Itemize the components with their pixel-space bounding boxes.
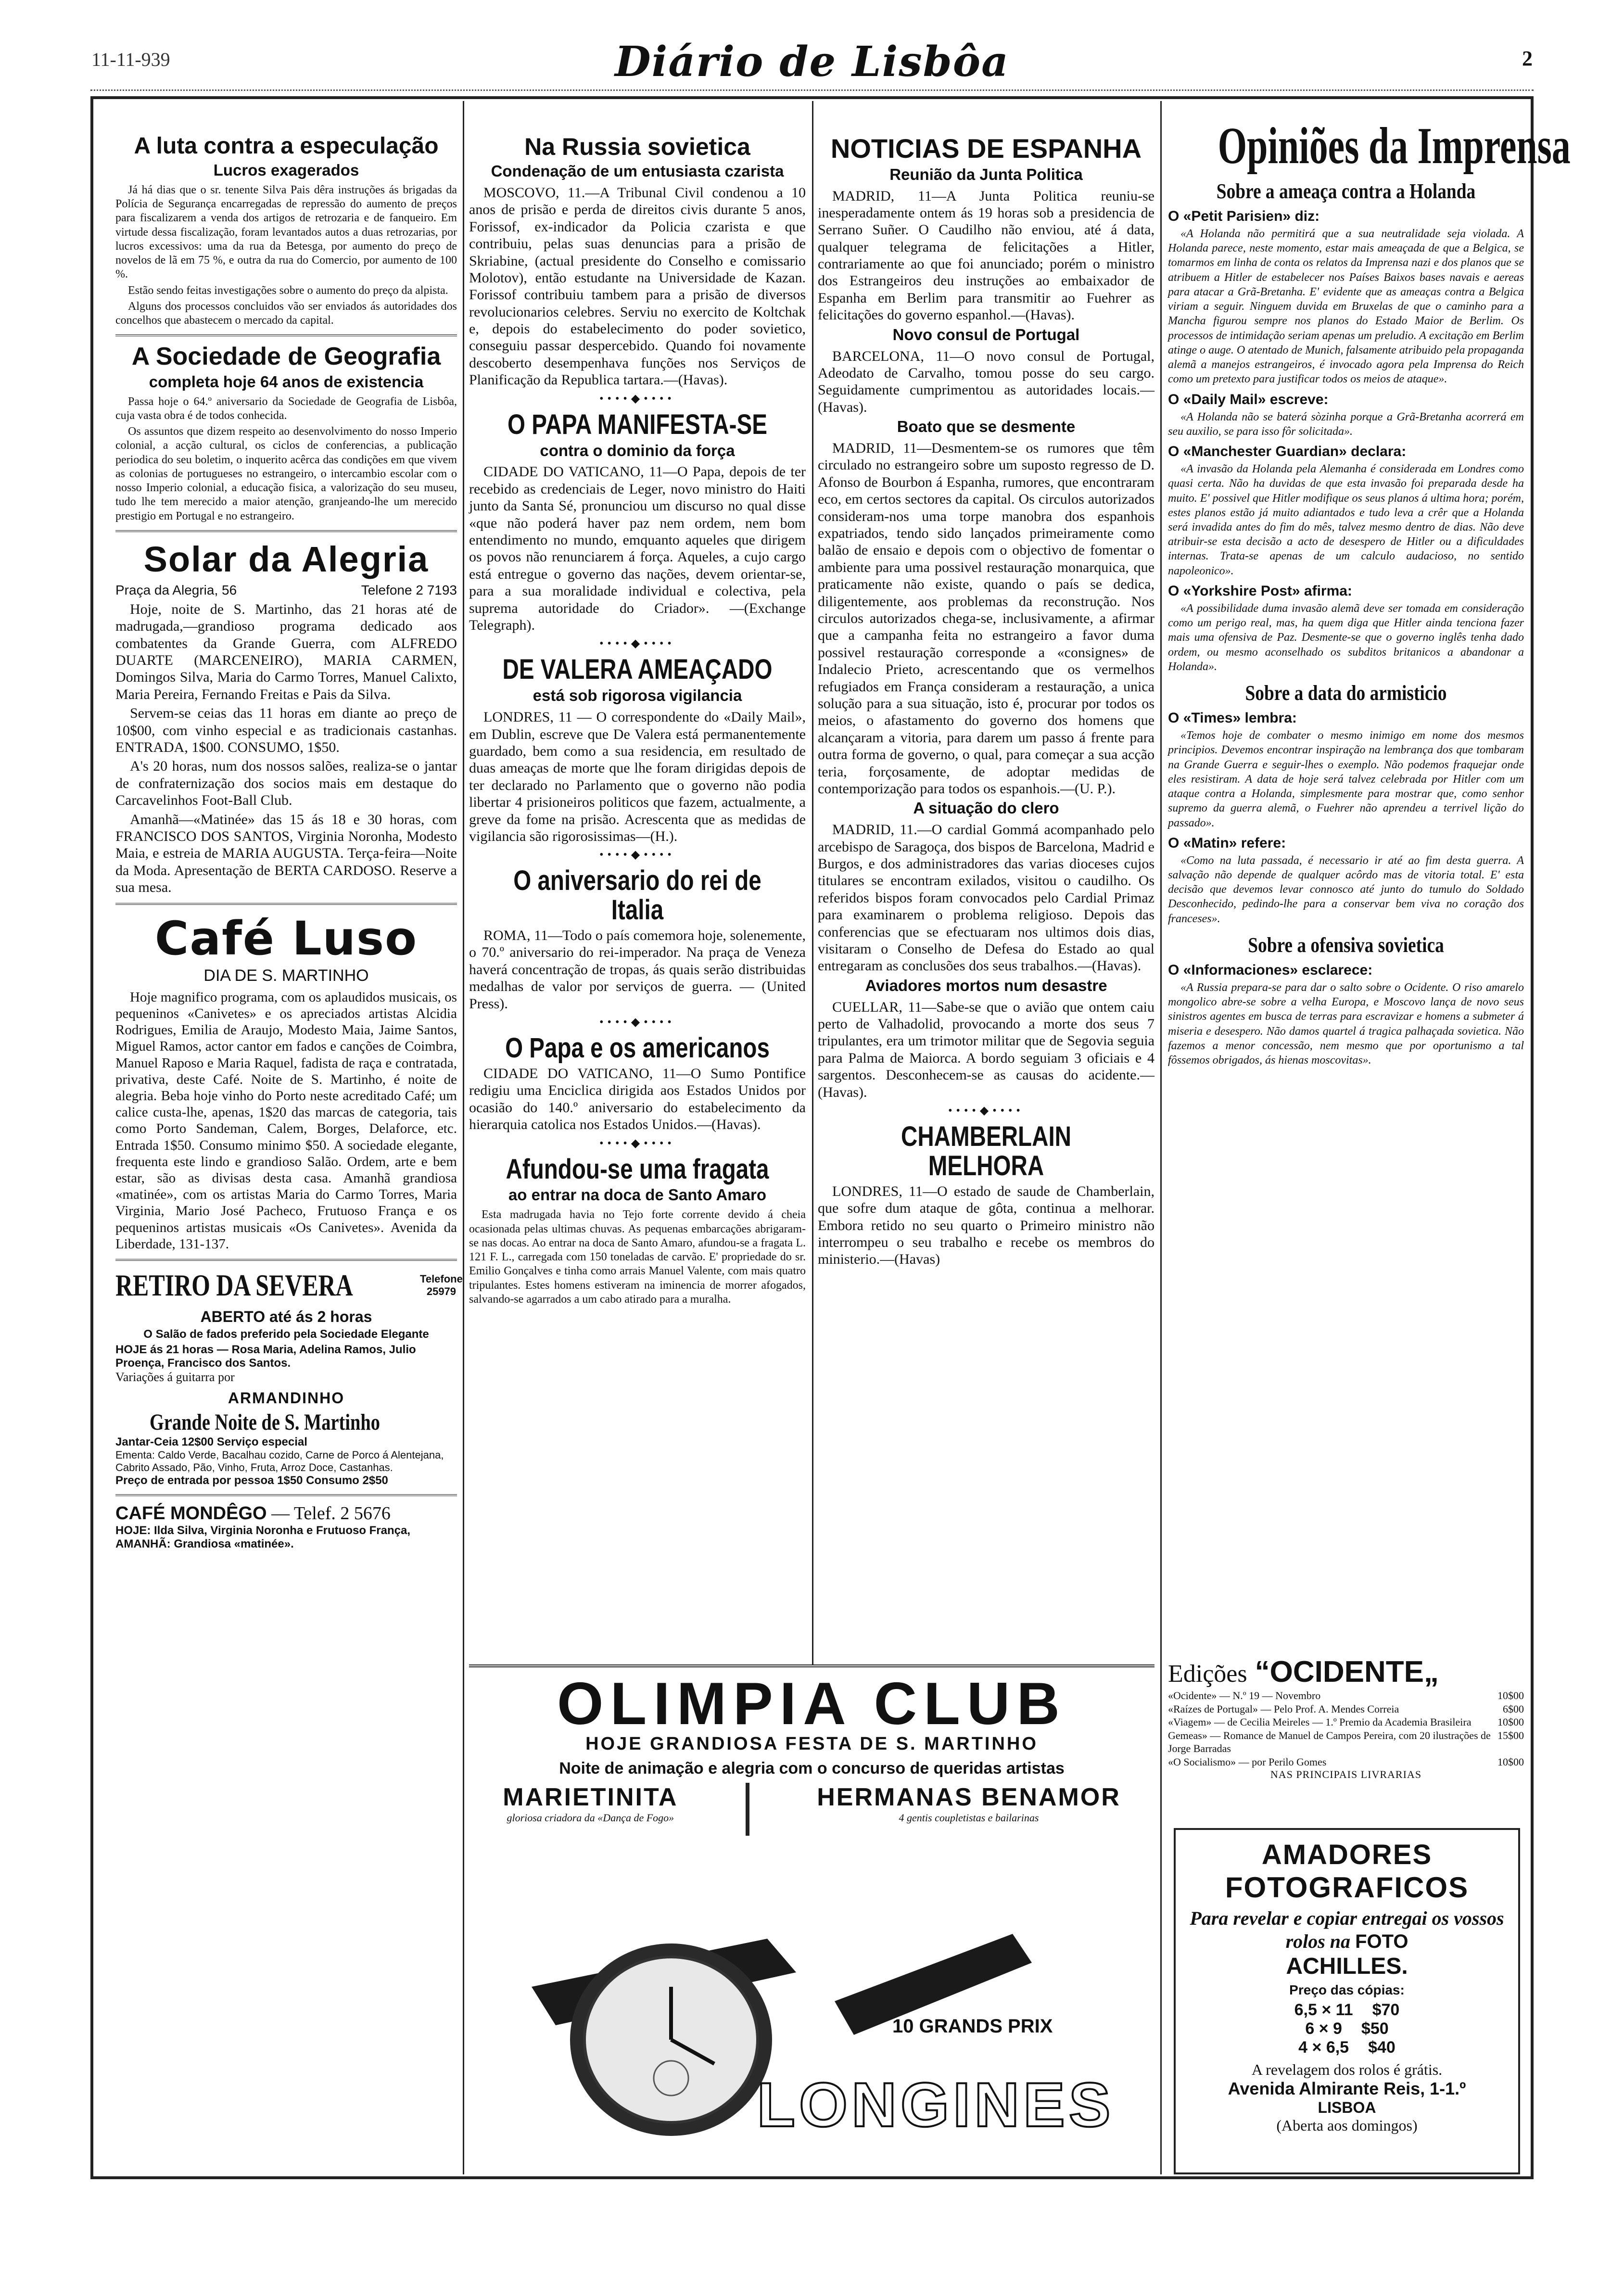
book-title: Gemeas» — Romance de Manuel de Campos Pereira, com 20 ilustrações de Jorge Barradas (1168, 1729, 1491, 1754)
divider (115, 334, 457, 336)
subhead-santo-amaro: ao entrar na doca de Santo Amaro (508, 1186, 767, 1204)
book-price: 15$00 (1497, 1729, 1524, 1741)
quote-label: O «Manchester Guardian» declara: (1168, 444, 1407, 460)
column-4 (1168, 117, 1571, 1071)
subhead: Reunião da Junta Politica (889, 165, 1083, 183)
article-text: ROMA, 11—Todo o país comemora hoje, solenemente, o 70.º aniversario do rei-imperador. Na praça de Veneza haverá concentração de tropas, ás quais serão distribuidas medalhas de valor por serviços de guerra. — (United Press). (469, 927, 806, 1012)
divider (115, 1259, 457, 1261)
ad-olimpia-club (469, 1664, 1155, 1905)
subhead-64-anos: completa hoje 64 anos de existencia (149, 372, 424, 391)
subhead: A situação do clero (913, 799, 1059, 817)
price-row (1188, 2038, 1506, 2057)
ad-phone: 25979 (426, 1285, 457, 1298)
ad-title: Café Luso (154, 911, 418, 965)
book-title: «O Socialismo» — por Perilo Gomes (1168, 1755, 1327, 1768)
ad-title: Solar da Alegria (143, 539, 429, 579)
article-text: CUELLAR, 11—Sabe-se que o avião que ontem caiu perto de Valhadolid, provocando a morte dos seus 7 tripulantes, era um trimotor militar que de Segovia seguia para Palma de Maiorca. A bordo seguiam 3 oficiais e 4 sargentos. Desconhecem-se as causas do acidente.—(Havas). (818, 999, 1155, 1100)
ad-line: Para revelar e copiar entregai os vossos rolos na (1190, 1907, 1504, 1952)
quote-label: O «Informaciones» esclarece: (1168, 962, 1373, 978)
page-number: 2 (1522, 47, 1533, 70)
ad-line: Avenida Almirante Reis, 1-1.º (1228, 2079, 1466, 2098)
quote-text: «A Russia prepara-se para dar o salto sobre o Ocidente. O riso amarelo mongolico abre-se sobre a velha Europa, e Moscovo lança de novo seus sinistros agentes em busca de terras para escravizar e homens a submeter á miseria e desespero. Não damos quartel á tragica palhaçada sovietica. Não fazemos a menor concessão, nem mesmo que por oportunismo a tal fôssemos obrigados, ás hienas moscovitas». (1168, 981, 1524, 1067)
subhead-czarista: Condenação de um entusiasta czarista (491, 162, 784, 180)
artist-desc: 4 gentis coupletistas e bailarinas (899, 1812, 1039, 1824)
ad-title: FOTOGRAFICOS (1225, 1871, 1469, 1904)
book-price: 10$00 (1497, 1755, 1524, 1768)
ad-title: AMADORES (1261, 1839, 1433, 1870)
newspaper-title: Diário de Lisbôa (615, 38, 1009, 86)
book-title: «Viagem» — de Cecilia Meireles — 1.º Premio da Academia Brasileira (1168, 1716, 1472, 1728)
column-1 (115, 130, 463, 1551)
ad-foto-achilles (1174, 1828, 1520, 2174)
ad-footer: NAS PRINCIPAIS LIVRARIAS (1270, 1768, 1422, 1780)
ad-phone-label: Telefone (420, 1273, 463, 1285)
ad-line: Noite de animação e alegria com o concurso de queridas artistas (559, 1759, 1065, 1778)
book-list (1168, 1689, 1524, 1768)
column-rule (812, 101, 813, 1664)
subhead: Novo consul de Portugal (892, 325, 1080, 343)
divider: ••••◆•••• (599, 637, 675, 650)
ad-prix: 10 GRANDS PRIX (892, 2016, 1053, 2037)
book-price: 6$00 (1503, 1702, 1524, 1715)
book-item (1168, 1702, 1524, 1716)
artist-name: HERMANAS BENAMOR (817, 1783, 1121, 1811)
book-item (1168, 1729, 1524, 1755)
section-subhead: Sobre a ofensiva sovietica (1248, 933, 1444, 957)
price-row (1188, 2001, 1506, 2019)
article-text: BARCELONA, 11—O novo consul de Portugal, Adeodato de Carvalho, tomou posse do seu cargo. Seguidamente cumprimentou as autoridades locais.—(Havas). (818, 348, 1155, 415)
ad-open: ABERTO até ás 2 horas (200, 1308, 372, 1326)
divider (115, 903, 457, 905)
article-paragraph: Alguns dos processos concluidos vão ser enviados ás autoridades dos concelhos que abastecem o mercado da capital. (115, 300, 457, 327)
ad-title: Edições (1168, 1660, 1247, 1688)
book-price: 10$00 (1497, 1716, 1524, 1728)
price-list (1188, 2001, 1506, 2057)
divider: ••••◆•••• (948, 1105, 1024, 1118)
ad-subtitle: DIA DE S. MARTINHO (203, 966, 369, 985)
divider (115, 530, 457, 532)
quote-text: «Temos hoje de combater o mesmo inimigo em nome dos mesmos principios. Devemos encontrar inspiração na lembrança dos que tombaram na Grande Guerra e seguir-lhes o exemplo. Não podemos fraquejar onde eles resistiram. A data de hoje será talvez celebrada por Hitler com um ataque contra a Holanda, simplesmente para mostrar que, como senhor supremo da guerra alemã, o Fuehrer não aprendeu a terrivel lição do passado». (1168, 729, 1524, 829)
quote-text: «A Holanda não se baterá sòzinha porque a Grã-Bretanha acorrerá em seu auxilio, se para isso fôr solicitada». (1168, 410, 1524, 438)
ad-line: FOTO (1355, 1931, 1408, 1952)
quote-label: O «Petit Parisien» diz: (1168, 208, 1320, 224)
subhead-forca: contra o dominio da força (540, 441, 735, 459)
article-text: LONDRES, 11—O estado de saude de Chamberlain, que sofre dum ataque de gôta, continua a melhorar. Embora retido no seu quarto o Primeiro ministro não interrompeu o seu trabalho e recebe os membros do ministerio.—(Havas) (818, 1183, 1155, 1268)
ad-line: Grande Noite de S. Martinho (150, 1410, 380, 1435)
book-title: «Ocidente» — N.º 19 — Novembro (1168, 1689, 1321, 1702)
headline-espanha: NOTICIAS DE ESPANHA (830, 133, 1142, 164)
page-date: 11-11-939 (91, 49, 170, 70)
ad-text: HOJE: Ilda Silva, Virginia Noronha e Frutuoso França, AMANHÃ: Grandiosa «matinée». (115, 1524, 411, 1551)
ad-cafe-mondego (115, 1503, 457, 1551)
ad-line: Preço de entrada por pessoa 1$50 Consumo 2$50 (115, 1474, 388, 1487)
ad-brand: LONGINES (757, 2070, 1115, 2140)
header-rule (90, 89, 1534, 91)
divider: ••••◆•••• (599, 1016, 675, 1029)
print-size: 4 × 6,5 (1298, 2038, 1349, 2057)
article-text: CIDADE DO VATICANO, 11—O Sumo Pontifice redigiu uma Enciclica dirigida aos Estados Unidos por ocasião do 140.º aniversario do estabelecimento da hierarquia catolica nos Estados Unidos.—(Havas). (469, 1065, 806, 1133)
headline-fragata: Afundou-se uma fragata (506, 1153, 769, 1185)
article-text: MOSCOVO, 11.—A Tribunal Civil condenou a 10 anos de prisão e perda de direitos civis durante 5 anos, Forissof, ex-indicador da Policia czarista e que contribuiu, pelas suas denuncias para a prisão de Skriabine, (actual presidente do Conselho e comissario Molotov), então estudante na Universidade de Kazan. Forissof contribuiu tambem para a prisão de diversos revolucionarios celebres. Serviu no exercito de Koltchak e, depois do estabelecimento do poder sovietico, conseguiu passar despercebido. Quando foi novamente descoberto desempenhava funções nos Serviços de Planificação da Republica tartara.—(Havas). (469, 184, 806, 388)
ad-title: OLIMPIA CLUB (557, 1671, 1066, 1737)
article-paragraph: Os assuntos que dizem respeito ao desenvolvimento do nosso Imperio colonial, a acção cultural, os ciclos de conferencias, a publicação periodica do seu boletim, o inquerito acêrca das condições em que vivem as colonias de portugueses no estrangeiro, o intercambio escolar com o nosso Imperio colonial, a educação fisica, a valorização do seu museu, tudo lhe tem merecido a maior atenção, granjeando-lhe um merecido prestigio em Portugal e no estrangeiro. (115, 425, 457, 522)
separator (746, 1783, 749, 1836)
ad-edicoes-ocidente (1168, 1655, 1524, 1781)
divider (115, 1494, 457, 1496)
headline-especulacao: A luta contra a especulação (134, 133, 439, 159)
print-price: $50 (1361, 2019, 1389, 2038)
print-price: $40 (1368, 2038, 1396, 2057)
ad-paragraph: Hoje, noite de S. Martinho, das 21 horas até de madrugada,—grandioso programa dedicado aos combatentes da Grande Guerra, com ALFREDO DUARTE (MARCENEIRO), MARIA CARMEN, Domingos Silva, Maria do Carmo Torres, Manuel Calixto, Maria Pereira, Fernando Freitas e Pais da Silva. (115, 601, 457, 702)
subhead: Boato que se desmente (897, 418, 1076, 436)
article-text: Esta madrugada havia no Tejo forte corrente devido á cheia ocasionada pelas ultimas chuvas. As pequenas embarcações abrigaram-se nas docas. Ao entrar na doca de Santo Amaro, afundou-se a fragata L. 121 F. L., carregada com 150 toneladas de carvão. E' propriedade do sr. Emilio Gonçalves e tinha como arrais Manuel Valente, com mais quatro tripulantes. Estes homens estiveram na iminencia de morrer afogados, salvando-se agarrados a um cabo atirado para a muralha. (469, 1208, 806, 1306)
artist-name: MARIETINITA (503, 1783, 678, 1811)
ad-line: Jantar-Ceia 12$00 Serviço especial (115, 1435, 307, 1449)
headline-chamberlain: CHAMBERLAIN MELHORA (901, 1121, 1072, 1181)
artist-desc: gloriosa criadora da «Dança de Fogo» (507, 1812, 674, 1824)
ad-address: Praça da Alegria, 56 (115, 582, 237, 597)
article-text: MADRID, 11—A Junta Politica reuniu-se inesperadamente ontem ás 19 horas sob a presidencia de Serrano Suñer. O Caudilho não enviou, até á data, qualquer telegrama de felicitações a Hitler, contrariamente ao que foi anunciado; porém o ministro dos Estrangeiros deu instruções ao embaixador de Espanha em Berlim para transmitir ao Fuehrer as felicitações do governo espanhol.—(Havas). (818, 188, 1155, 323)
divider: ••••◆•••• (599, 392, 675, 405)
article-paragraph: Passa hoje o 64.º aniversario da Sociedade de Geografia de Lisbôa, cuja vasta obra é de todos conhecida. (115, 395, 457, 422)
ad-line: A revelagem dos rolos é grátis. (1251, 2061, 1443, 2078)
print-size: 6,5 × 11 (1294, 2001, 1353, 2019)
article-text: CIDADE DO VATICANO, 11—O Papa, depois de ter recebido as credenciais de Leger, novo ministro do Haiti junto da Santa Sé, pronunciou um discurso no qual disse «que não poderá haver paz nem ordem, nem bom entendimento no mundo, emquanto aqueles que dirigem os povos não renunciarem á força. Aqueles, a cujo cargo está entregue o governo das nações, devem orientar-se, para a sua moralidade individual e colectiva, pela suprema autoridade do Criador». —(Exchange Telegraph). (469, 464, 806, 633)
ad-line: O Salão de fados preferido pela Sociedade Elegante (143, 1328, 429, 1341)
article-paragraph: Estão sendo feitas investigações sobre o aumento do preço da alpista. (128, 284, 448, 297)
ad-paragraph: Hoje magnifico programa, com os aplaudidos musicais, os pequeninos «Canivetes» e os apreciados artistas Alcidia Rodrigues, Emilia de Araujo, Modesto Maia, Jaime Santos, Miguel Ramos, actor cantor em fados e canções de Coimbra, Manuel Raposo e Maria Raquel, fadista de raça e contratada, privativa, deste Café. Noite de S. Martinho, é noite de alegria. Beba hoje vinho do Porto neste acreditado Café; um calice custa-lhe, apenas, 1$20 das marcas de categoria, tais como Porto Sandeman, Calem, Borges, Delaforce, etc. Entrada 1$50. Consumo minimo $50. A sociedade elegante, frequenta este lindo e grandioso Salão. Ordem, arte e bem estar, são as divisas desta casa. Amanhã grandiosa «matinée», com os artistas Maria do Carmo Torres, Maria Virginia, Mario José Pacheco, Frutuoso França e os pequeninos artistas musicais «Os Canivetes». Avenida da Liberdade, 131-137. (115, 989, 457, 1252)
ad-paragraph: A's 20 horas, num dos nossos salões, realiza-se o jantar de confraternização dos socios mais em destaque do Carcavelinhos Foot-Ball Club. (115, 758, 457, 809)
book-title: «Raízes de Portugal» — Pelo Prof. A. Mendes Correia (1168, 1702, 1399, 1715)
quote-label: O «Yorkshire Post» afirma: (1168, 583, 1352, 599)
column-rule (1160, 101, 1162, 2174)
article-text: MADRID, 11.—O cardial Gommá acompanhado pelo arcebispo de Saragoça, dos bispos de Barcelona, Madrid e Burgos, e dos administradores das varias dioceses cujos titulares se encontram exilados, visitou o caudilho. Os referidos bispos foram convocados pelo Cardial Primaz para examinarem o problema religioso. Depois das conferencias que se efectuaram nos ultimos dois dias, visitaram o Conselho de Defesa do Estado ao qual entregaram as conclusões dos seus trabalhos.—(Havas). (818, 822, 1155, 974)
article-text: LONDRES, 11 — O correspondente do «Daily Mail», em Dublin, escreve que De Valera está permanentemente guardado, bem como a sua residencia, em resultado de duas ameaças de morte que lhe foram dirigidas depois de ter declarado no Parlamento que o governo não podia libertar 4 prisioneiros politicos que fazem, actualmente, a greve da fome na prisão. Acrescenta que as medidas de vigilancia são rigorosissimas—(H.). (469, 709, 806, 844)
headline-papa: O PAPA MANIFESTA-SE (508, 408, 767, 440)
quote-text: «Como na luta passada, é necessario ir até ao fim desta guerra. A salvação não depende de qualquer acôrdo mas de vitoria total. E' esta decisão que devemos levar connosco até junto do tumulo do Soldado Desconhecido, pedindo-lhe para a conservar bem viva no coração dos franceses». (1168, 854, 1524, 925)
price-row (1188, 2019, 1506, 2038)
divider: ••••◆•••• (599, 1137, 675, 1150)
ad-line: LISBOA (1318, 2099, 1376, 2116)
ad-paragraph: Amanhã—«Matinée» das 15 ás 18 e 30 horas, com FRANCISCO DOS SANTOS, Virginia Noronha, Modesto Maia, e estreia de MARIA AUGUSTA. Terça-feira—Noite da Moda. Apresentação de BERTA CARDOSO. Reserve a sua mesa. (115, 811, 457, 896)
column-3 (818, 130, 1155, 1270)
headline-de-valera: DE VALERA AMEAÇADO (502, 654, 773, 686)
quote-label: O «Matin» refere: (1168, 835, 1286, 851)
ad-retiro-severa (115, 1268, 463, 1487)
section-subhead: Sobre a data do armisticio (1245, 681, 1447, 705)
article-text: MADRID, 11—Desmentem-se os rumores que têm circulado no estrangeiro sobre um suposto regresso de D. Afonso de Bourbon á Espanha, rumores, que encontraram eco, em certos sectores da capital. Os circulos autorizados consideram-nos uma torpe manobra dos espanhois expatriados, tendo sido lançados primeiramente como balão de ensaio e depois com o objectivo de fomentar o ambiente para uma possivel restauração monarquica, que praticamente não existe, quando o país se dedica, diligentemente, aos problemas da reconstrução. Nos circulos autorizados chega-se, inclusivamente, a afirmar que a campanha feita no estrangeiro a favor duma possivel restauração corresponde a «consignes» de Indalecio Prieto, acrescentando que os vermelhos refugiados em França consideram a restauração, a unica solução para a sua situação, isto é, procurar por todos os meios, o afastamento do governo dos homens que alcançaram a vitoria, para darem um passo á frente para outra forma de governo, o qual, para começar a sua acção teria, forçosamente, de adoptar medidas de contemporização para todos os espanhois.—(U. P.). (818, 440, 1155, 797)
section-title-opinioes: Opiniões da Imprensa (1218, 117, 1571, 175)
ad-longines (469, 1905, 1155, 2174)
ad-paragraph: Servem-se ceias das 11 horas em diante ao preço de 10$00, com vinho especial e as tradicionais castanhas. ENTRADA, 1$00. CONSUMO, 1$50. (115, 705, 457, 756)
ad-phone: — Telef. 2 5676 (271, 1503, 391, 1524)
book-item (1168, 1715, 1524, 1729)
ad-line: HOJE ás 21 horas — Rosa Maria, Adelina Ramos, Julio Proença, Francisco dos Santos. (115, 1343, 416, 1370)
print-size: 6 × 9 (1305, 2019, 1342, 2038)
book-item (1168, 1755, 1524, 1769)
ad-line: Variações á guitarra por (115, 1370, 235, 1384)
ad-title: RETIRO DA SEVERA (115, 1268, 353, 1303)
quote-text: «A possibilidade duma invasão alemã deve ser tomada em consideração como um perigo real, mas, ha quem diga que Hitler ainda tenciona fazer mais uma ofensiva de Paz. Desmente-se que o governo inglês tenha dado ordem, ou mesmo aconselhado os subditos britanicos a abandonar a Holanda». (1168, 602, 1524, 673)
article-paragraph: Já há dias que o sr. tenente Silva Pais dêra instruções ás brigadas da Polícia de Segurança encarregadas de repressão do aumento de preços para fiscalizarem a venda dos artigos de retrozaria e de fanqueiro. Em virtude dessa fiscalização, foram levantados autos a duas retrozarias, por lucros excessivos: uma da rua da Betesga, por aumento do preço de novelos de lã em 75 %, e outra da rua do Comercio, por aumento de 100 %. (115, 183, 457, 281)
ad-line: (Aberta aos domingos) (1276, 2117, 1418, 2134)
ad-solar-alegria (115, 539, 457, 896)
ad-line: Preço das cópias: (1289, 1982, 1405, 1997)
column-2 (469, 130, 806, 1308)
headline-papa-americanos: O Papa e os americanos (505, 1032, 770, 1064)
ad-title: CAFÉ MONDÊGO (115, 1503, 267, 1524)
headline-russia: Na Russia sovietica (524, 133, 750, 160)
ad-phone: Telefone 2 7193 (361, 582, 457, 597)
divider: ••••◆•••• (599, 849, 675, 862)
quote-text: «A invasão da Holanda pela Alemanha é considerada em Londres como quasi certa. Não ha duvidas de que esta invasão foi preparada desde ha muito. E' possivel que Hitler modifique os seus planos á ultima hora; porém, estes planos estão já muito adiantados e tudo leva a crêr que a Holanda será invadida antes do fim do mês, talvez mesmo dentro de dias. Não deve atribuir-se esta decisão a acto de desespero de Hitler ou a dificuldades internas. Trata-se apenas de um calculo audacioso, no sentido napoleonico». (1168, 463, 1524, 577)
ad-cafe-luso (115, 912, 457, 1253)
ad-line: ARMANDINHO (228, 1389, 345, 1407)
subhead-vigilancia: está sob rigorosa vigilancia (533, 686, 742, 705)
headline-sociedade-geografia: A Sociedade de Geografia (131, 343, 441, 371)
quote-label: O «Times» lembra: (1168, 710, 1297, 726)
ad-brand: “OCIDENTE„ (1255, 1655, 1439, 1689)
quote-text: «A Holanda não permitirá que a sua neutralidade seja violada. A Holanda parece, neste momento, estar mais ameaçada de que a Belgica, se tomarmos em linha de conta os relatos da Imprensa nazi e dos planos que se atribuem a Hitler de estabelecer nos Países Baixos bases navais e aereas para atacar a Grã-Bretanha. E' evidente que as ameaças contra a Belgica viriam a seguir. Ninguem duvida em Bruxelas de que o caminho para a Mancha figurou sempre nos planos do Estado Maior de Berlim. Os processos de intimidação seriam apenas um preludio. A excitação em Berlim atinge o auge. O atentado de Munich, falsamente atribuido pela propaganda alemã a manejos estrangeiros, é invocado agora pela Imprensa do Reich como um pretexto para justificar todos os meios de ataque». (1168, 228, 1524, 386)
ad-subtitle: HOJE GRANDIOSA FESTA DE S. MARTINHO (585, 1734, 1038, 1754)
column-rule (463, 101, 464, 2174)
ad-line: ACHILLES. (1286, 1954, 1408, 1979)
print-price: $70 (1372, 2001, 1400, 2019)
quote-label: O «Daily Mail» escreve: (1168, 391, 1329, 407)
book-price: 10$00 (1497, 1689, 1524, 1702)
headline-rei-italia: O aniversario do rei de Italia (513, 865, 761, 926)
subhead: Aviadores mortos num desastre (865, 976, 1107, 994)
book-item (1168, 1689, 1524, 1702)
ad-line: Ementa: Caldo Verde, Bacalhau cozido, Carne de Porco á Alentejana, Cabrito Assado, Pão, Vinho, Fruta, Arroz Doce, Castanhas. (115, 1449, 444, 1474)
section-subhead: Sobre a ameaça contra a Holanda (1216, 179, 1476, 203)
subhead-lucros: Lucros exagerados (213, 161, 359, 179)
